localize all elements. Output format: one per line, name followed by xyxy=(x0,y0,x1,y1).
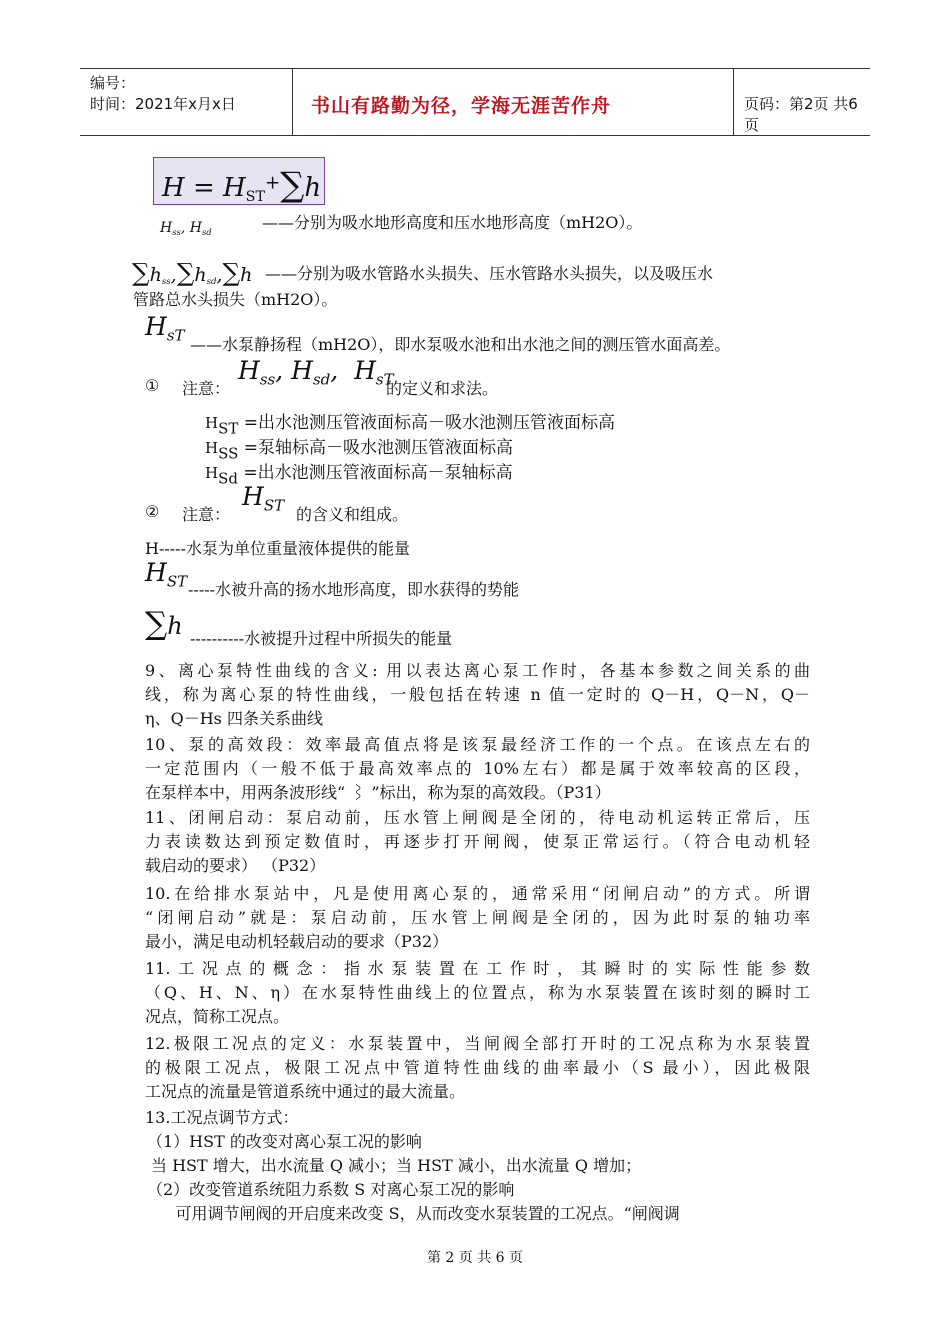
def3-text: =出水池测压管液面标高－泵轴标高 xyxy=(237,463,513,483)
sym-h2: H xyxy=(189,220,202,236)
def1-lbl: H xyxy=(205,414,219,432)
p13-l2: （1）HST 的改变对离心泵工况的影响 xyxy=(147,1132,422,1151)
h-3: h xyxy=(240,264,253,286)
n1-h3: H xyxy=(354,356,376,385)
text-line-2b: 管路总水头损失（mH2O）。 xyxy=(133,290,338,309)
sym-h1: H xyxy=(160,220,173,236)
motto: 书山有路勤为径，学海无涯苦作舟 xyxy=(311,95,612,117)
def1-sub: ST xyxy=(218,419,239,438)
p11b-l3: 况点，简称工况点。 xyxy=(145,1007,290,1026)
text-line-3: ——水泵静扬程（mH2O），即水泵吸水池和出水池之间的测压管水面高差。 xyxy=(190,335,731,354)
hst-h: H xyxy=(145,312,167,341)
n2-sub: ST xyxy=(263,496,285,515)
def2-text: =泵轴标高－吸水池测压管液面标高 xyxy=(238,438,514,458)
h-2: h xyxy=(194,264,207,286)
sum-h-explanation: ----------水被提升过程中所损失的能量 xyxy=(190,629,453,648)
paragraph-9 xyxy=(145,659,810,731)
header-meta xyxy=(90,73,236,115)
formula-h: h xyxy=(304,173,322,203)
p10-l3: 在泵样本中，用两条波形线“ ⌇ ”标出，称为泵的高效段。（P31） xyxy=(145,783,611,802)
paragraph-10b xyxy=(145,882,810,954)
sigma-4: ∑ xyxy=(145,606,168,642)
formula-sub-st: ST xyxy=(245,189,266,205)
def3-lbl: H xyxy=(205,464,219,482)
page-footer: 第 2 页 共 6 页 xyxy=(426,1250,524,1266)
page-header xyxy=(80,68,870,136)
p10-l2: 一定范围内（一般不低于最高效率点的 10%左右）都是属于效率较高的区段， xyxy=(145,759,810,778)
page-label: 页码：第2页 共6页 xyxy=(744,95,858,134)
note2-num: ② xyxy=(145,502,160,521)
note2-tail: 的含义和组成。 xyxy=(296,505,409,524)
number-label: 编号： xyxy=(90,74,136,92)
def3-sub: Sd xyxy=(218,469,238,488)
p11-l3: 载启动的要求） （P32） xyxy=(145,856,326,875)
p11-l2: 力表读数达到预定数值时，再逐步打开闸阀，使泵正常运行。（符合电动机轻 xyxy=(145,832,810,851)
sub-sd: sd xyxy=(201,226,212,237)
p10b-l3: 最小，满足电动机轻载启动的要求（P32） xyxy=(145,932,449,951)
sigma-2: ∑ xyxy=(176,258,195,287)
sigma-1: ∑ xyxy=(132,258,150,287)
formula-plus: + xyxy=(265,172,281,194)
p11b-l1: 11.工况点的概念：指水泵装置在工作时，其瞬时的实际性能参数 xyxy=(145,959,810,978)
text-line-1: ——分别为吸水地形高度和压水地形高度（mH2O）。 xyxy=(262,213,643,232)
sub-sd-2: sd xyxy=(206,276,217,287)
symbol-hss-hsd: $H_{ss}$, $H_{sd}$ xyxy=(160,220,212,237)
note1-label: 注意： xyxy=(182,379,231,398)
p11b-l2: （Q、H、N、η）在水泵特性曲线上的位置点，称为水泵装置在该时刻的瞬时工 xyxy=(145,983,810,1002)
p9-l2: 线，称为离心泵的特性曲线，一般包括在转速 n 值一定时的 Q－H，Q－N，Q－ xyxy=(145,685,810,704)
def1-text: =出水池测压管液面标高－吸水池测压管液面标高 xyxy=(238,413,616,433)
hst2-sub: ST xyxy=(166,572,188,591)
n1-h2: H xyxy=(291,356,313,385)
p13-l5: 可用调节闸阀的开启度来改变 S，从而改变水泵装置的工况点。“闸阀调 xyxy=(145,1204,680,1223)
n2-h: H xyxy=(242,482,264,511)
time-label: 时间：2021年x月x日 xyxy=(90,95,236,113)
formula-main xyxy=(153,157,325,205)
p9-l3: η、Q－Hs 四条关系曲线 xyxy=(145,709,323,728)
sub-ss: ss xyxy=(172,226,181,237)
note1-symbols: $H_{ss}$, $H_{sd}$, $H_{sT}$ xyxy=(238,356,394,389)
n1-h1: H xyxy=(238,356,260,385)
n1-sub1: ss xyxy=(259,370,276,389)
symbol-sum-hs: $\sum h_{ss},\sum h_{sd},\sum h$ xyxy=(132,258,253,287)
paragraph-12 xyxy=(145,1032,810,1104)
sub-ss-2: ss xyxy=(161,276,171,287)
header-motto-cell xyxy=(292,69,734,135)
paragraph-10a xyxy=(145,733,810,805)
p12-l1: 12.极限工况点的定义：水泵装置中，当闸阀全部打开时的工况点称为水泵装置 xyxy=(145,1034,810,1053)
hst-sub: sT xyxy=(166,326,185,345)
paragraph-11a xyxy=(145,806,810,878)
p13-l4: （2）改变管道系统阻力系数 S 对离心泵工况的影响 xyxy=(147,1180,515,1199)
formula-h-eq: H = H xyxy=(162,173,246,203)
note1-tail: 的定义和求法。 xyxy=(386,379,499,398)
h-1: h xyxy=(149,264,162,286)
n1-sub2: sd xyxy=(312,370,331,389)
paragraph-13 xyxy=(145,1106,810,1226)
h-4: h xyxy=(167,612,183,640)
p12-l2: 的极限工况点，极限工况点中管道特性曲线的曲率最小（S 最小），因此极限 xyxy=(145,1058,810,1077)
sigma-symbol: ∑ xyxy=(280,165,305,204)
sum-h-symbol xyxy=(145,606,183,642)
p10-l1: 10、泵的高效段：效率最高值点将是该泵最经济工作的一个点。在该点左右的 xyxy=(145,735,810,754)
p10b-l2: “闭闸启动”就是：泵启动前，压水管上闸阀是全闭的，因为此时泵的轴功率 xyxy=(145,908,810,927)
note2-symbol xyxy=(242,482,284,514)
p10b-l1: 10.在给排水泵站中，凡是使用离心泵的，通常采用“闭闸启动”的方式。所谓 xyxy=(145,884,810,903)
paragraph-11b xyxy=(145,957,810,1029)
note2-label: 注意： xyxy=(182,505,231,524)
text-line-2a: ——分别为吸水管路水头损失、压水管路水头损失，以及吸压水 xyxy=(265,264,714,283)
h-explanation: H-----水泵为单位重量液体提供的能量 xyxy=(145,539,410,558)
symbol-hst xyxy=(145,312,185,344)
note1-num: ① xyxy=(145,376,160,395)
hst2-h: H xyxy=(145,558,167,587)
def2-sub: SS xyxy=(218,444,239,463)
p11-l1: 11、闭闸启动：泵启动前，压水管上闸阀是全闭的，待电动机运转正常后，压 xyxy=(145,808,810,827)
p13-l1: 13.工况点调节方式： xyxy=(145,1108,299,1127)
p12-l3: 工况点的流量是管道系统中通过的最大流量。 xyxy=(145,1082,466,1101)
p9-l1: 9、离心泵特性曲线的含义: 用以表达离心泵工作时，各基本参数之间关系的曲 xyxy=(145,661,810,680)
sigma-3: ∑ xyxy=(222,258,241,287)
hst-symbol-2 xyxy=(145,558,187,590)
hst-explanation: -----水被升高的扬水地形高度，即水获得的势能 xyxy=(188,580,520,599)
n1-sub3: sT xyxy=(375,370,394,389)
def2-lbl: H xyxy=(205,439,219,457)
p13-l3: 当 HST 增大，出水流量 Q 减小；当 HST 减小，出水流量 Q 增加； xyxy=(151,1156,642,1175)
